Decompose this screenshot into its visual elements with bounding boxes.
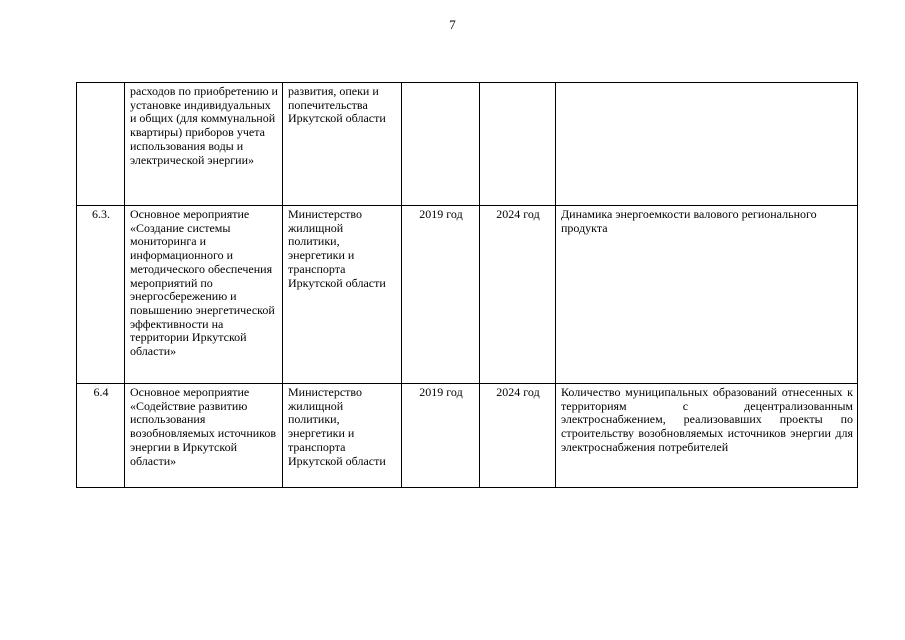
end-year-cell: 2024 год (480, 206, 556, 384)
start-year-cell (402, 83, 480, 206)
end-year-cell: 2024 год (480, 384, 556, 488)
activity-cell: расходов по приобретению и установке индивидуальных и общих (для коммунальной квартиры) приборов учета использования воды и электрической энергии» (125, 83, 283, 206)
executor-cell: Министерство жилищной политики, энергетики и транспорта Иркутской области (283, 206, 402, 384)
table-row (77, 83, 858, 206)
table-row (77, 206, 858, 384)
executor-cell: развития, опеки и попечительства Иркутской области (283, 83, 402, 206)
row-number (77, 83, 125, 206)
executor-cell: Министерство жилищной политики, энергетики и транспорта Иркутской области (283, 384, 402, 488)
table-row (77, 384, 858, 488)
row-number: 6.3. (77, 206, 125, 384)
indicator-cell: Динамика энергоемкости валового регионального продукта (556, 206, 858, 384)
indicator-cell: Количество муниципальных образований отнесенных к территориям с децентрализованным электроснабжением, реализовавших проекты по строительству возобновляемых источников энергии для электроснабжения потребителей (556, 384, 858, 488)
activity-cell: Основное мероприятие «Содействие развитию использования возобновляемых источников энергии в Иркутской области» (125, 384, 283, 488)
indicator-cell (556, 83, 858, 206)
activity-cell: Основное мероприятие «Создание системы мониторинга и информационного и методического обеспечения мероприятий по энергосбережению и повышению энергетической эффективности на территории Иркутской области» (125, 206, 283, 384)
page-number: 7 (449, 17, 456, 32)
row-number: 6.4 (77, 384, 125, 488)
start-year-cell: 2019 год (402, 384, 480, 488)
program-table (76, 82, 858, 488)
end-year-cell (480, 83, 556, 206)
start-year-cell: 2019 год (402, 206, 480, 384)
